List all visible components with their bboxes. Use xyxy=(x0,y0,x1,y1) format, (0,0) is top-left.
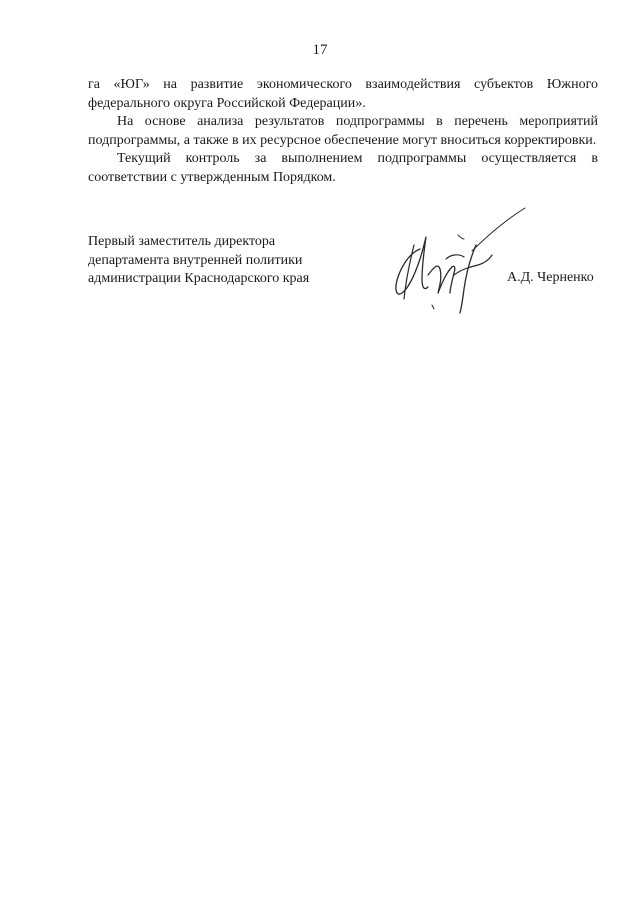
paragraph-adjustments: На основе анализа результатов подпрограммы в перечень мероприятий подпрограммы, а также в их ресурсное обеспечение могут вноситься корректировки. xyxy=(88,114,598,148)
signature-stroke xyxy=(446,255,464,259)
signer-position xyxy=(88,233,348,289)
page-number: 17 xyxy=(312,42,328,58)
signer-position-line: Первый заместитель директора xyxy=(88,234,276,249)
signature-stroke xyxy=(460,245,476,313)
signature-stroke xyxy=(432,305,434,309)
signature-stroke xyxy=(404,245,414,299)
signature-stroke xyxy=(428,266,455,293)
signature-stroke xyxy=(472,208,525,251)
signature-stroke xyxy=(458,235,464,239)
signer-name: А.Д. Черненко xyxy=(507,270,594,285)
paragraph-continuation: га «ЮГ» на развитие экономического взаимодействия субъектов Южного федерального округа Российской Федерации». xyxy=(88,77,598,111)
signer-position-line: администрации Краснодарского края xyxy=(88,271,310,286)
signature-stroke xyxy=(396,237,428,294)
handwritten-signature xyxy=(380,205,530,317)
paragraph-control: Текущий контроль за выполнением подпрограммы осуществляется в соответствии с утвержденным Порядком. xyxy=(88,151,598,185)
signature-stroke xyxy=(454,255,492,275)
body-text xyxy=(88,76,598,187)
signer-position-line: департамента внутренней политики xyxy=(88,252,303,268)
